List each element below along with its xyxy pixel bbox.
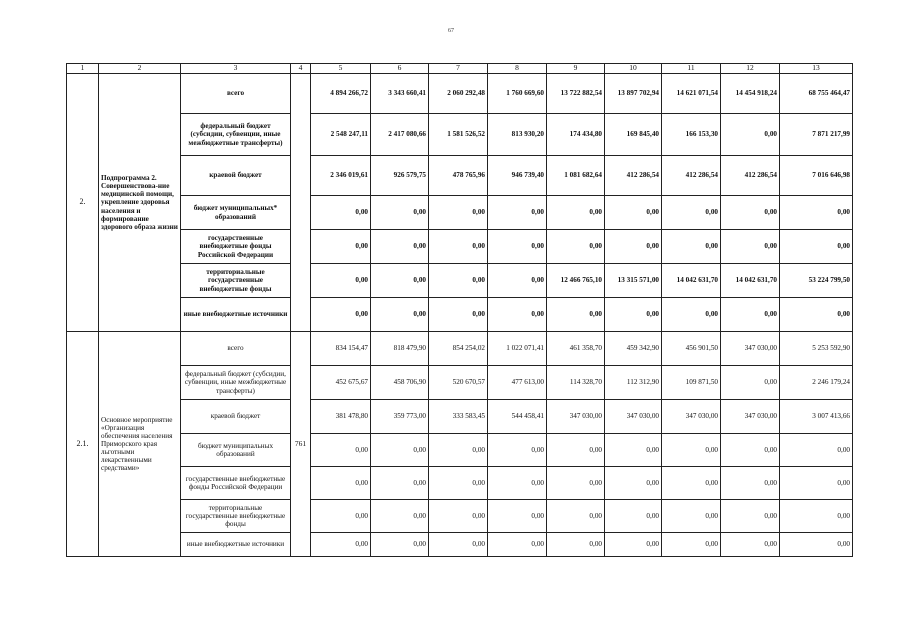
amount-cell: 0,00 xyxy=(662,500,721,533)
funding-source: федеральный бюджет (субсидии, субвенции, иные межбюджетные трансферты) xyxy=(181,366,291,400)
amount-cell: 0,00 xyxy=(780,533,853,557)
amount-cell: 0,00 xyxy=(311,533,371,557)
amount-cell: 13 315 571,00 xyxy=(605,264,662,298)
funding-source: иные внебюджетные источники xyxy=(181,298,291,332)
amount-cell: 0,00 xyxy=(605,500,662,533)
amount-cell: 114 328,70 xyxy=(547,366,605,400)
amount-cell: 412 286,54 xyxy=(721,156,780,196)
header-cell: 2 xyxy=(99,64,181,74)
amount-cell: 0,00 xyxy=(662,298,721,332)
amount-cell: 946 739,40 xyxy=(488,156,547,196)
amount-cell: 13 897 702,94 xyxy=(605,74,662,114)
table-row xyxy=(67,298,853,332)
amount-cell: 456 901,50 xyxy=(662,332,721,366)
header-cell: 7 xyxy=(429,64,488,74)
amount-cell: 7 871 217,99 xyxy=(780,114,853,156)
amount-cell: 0,00 xyxy=(605,196,662,230)
amount-cell: 461 358,70 xyxy=(547,332,605,366)
amount-cell: 0,00 xyxy=(429,500,488,533)
amount-cell: 1 022 071,41 xyxy=(488,332,547,366)
amount-cell: 412 286,54 xyxy=(662,156,721,196)
table-row xyxy=(67,264,853,298)
budget-code: 761 xyxy=(291,332,311,557)
amount-cell: 2 346 019,61 xyxy=(311,156,371,196)
amount-cell: 452 675,67 xyxy=(311,366,371,400)
table-row xyxy=(67,74,853,114)
amount-cell: 347 030,00 xyxy=(605,400,662,434)
amount-cell: 459 342,90 xyxy=(605,332,662,366)
amount-cell: 0,00 xyxy=(488,230,547,264)
header-row xyxy=(67,64,853,74)
amount-cell: 0,00 xyxy=(662,467,721,500)
amount-cell: 5 253 592,90 xyxy=(780,332,853,366)
amount-cell: 0,00 xyxy=(547,467,605,500)
amount-cell: 0,00 xyxy=(311,230,371,264)
amount-cell: 169 845,40 xyxy=(605,114,662,156)
amount-cell: 166 153,30 xyxy=(662,114,721,156)
amount-cell: 14 042 631,70 xyxy=(662,264,721,298)
amount-cell: 0,00 xyxy=(488,467,547,500)
amount-cell: 333 583,45 xyxy=(429,400,488,434)
row-index: 2. xyxy=(67,74,99,332)
amount-cell: 0,00 xyxy=(721,114,780,156)
amount-cell: 109 871,50 xyxy=(662,366,721,400)
amount-cell: 14 454 918,24 xyxy=(721,74,780,114)
amount-cell: 0,00 xyxy=(311,298,371,332)
funding-source: иные внебюджетные источники xyxy=(181,533,291,557)
amount-cell: 0,00 xyxy=(311,500,371,533)
header-cell: 12 xyxy=(721,64,780,74)
table-row xyxy=(67,467,853,500)
amount-cell: 0,00 xyxy=(371,196,429,230)
amount-cell: 1 581 526,52 xyxy=(429,114,488,156)
funding-source: территориальные государственные внебюджетные фонды xyxy=(181,500,291,533)
amount-cell: 359 773,00 xyxy=(371,400,429,434)
amount-cell: 0,00 xyxy=(488,196,547,230)
header-cell: 6 xyxy=(371,64,429,74)
amount-cell: 0,00 xyxy=(721,500,780,533)
amount-cell: 926 579,75 xyxy=(371,156,429,196)
amount-cell: 458 706,90 xyxy=(371,366,429,400)
amount-cell: 347 030,00 xyxy=(547,400,605,434)
amount-cell: 0,00 xyxy=(488,434,547,467)
amount-cell: 347 030,00 xyxy=(662,400,721,434)
amount-cell: 0,00 xyxy=(605,230,662,264)
amount-cell: 0,00 xyxy=(547,533,605,557)
amount-cell: 0,00 xyxy=(371,533,429,557)
amount-cell: 0,00 xyxy=(547,196,605,230)
amount-cell: 0,00 xyxy=(371,467,429,500)
amount-cell: 0,00 xyxy=(780,434,853,467)
amount-cell: 0,00 xyxy=(547,500,605,533)
amount-cell: 0,00 xyxy=(488,533,547,557)
amount-cell: 0,00 xyxy=(780,467,853,500)
header-cell: 13 xyxy=(780,64,853,74)
amount-cell: 0,00 xyxy=(429,196,488,230)
amount-cell: 14 042 631,70 xyxy=(721,264,780,298)
funding-source: территориальные государственные внебюджетные фонды xyxy=(181,264,291,298)
header-cell: 1 xyxy=(67,64,99,74)
funding-source: всего xyxy=(181,74,291,114)
amount-cell: 520 670,57 xyxy=(429,366,488,400)
header-cell: 3 xyxy=(181,64,291,74)
funding-source: краевой бюджет xyxy=(181,400,291,434)
amount-cell: 0,00 xyxy=(605,467,662,500)
funding-source: бюджет муниципальных* образований xyxy=(181,196,291,230)
amount-cell: 2 417 080,66 xyxy=(371,114,429,156)
amount-cell: 834 154,47 xyxy=(311,332,371,366)
amount-cell: 14 621 071,54 xyxy=(662,74,721,114)
table-row xyxy=(67,114,853,156)
row-index: 2.1. xyxy=(67,332,99,557)
amount-cell: 813 930,20 xyxy=(488,114,547,156)
amount-cell: 7 016 646,98 xyxy=(780,156,853,196)
amount-cell: 0,00 xyxy=(662,196,721,230)
amount-cell: 3 343 660,41 xyxy=(371,74,429,114)
amount-cell: 0,00 xyxy=(721,230,780,264)
amount-cell: 0,00 xyxy=(371,500,429,533)
funding-source: краевой бюджет xyxy=(181,156,291,196)
amount-cell: 0,00 xyxy=(371,298,429,332)
amount-cell: 0,00 xyxy=(311,196,371,230)
amount-cell: 0,00 xyxy=(605,298,662,332)
amount-cell: 0,00 xyxy=(547,434,605,467)
funding-source: бюджет муниципальных образований xyxy=(181,434,291,467)
amount-cell: 1 081 682,64 xyxy=(547,156,605,196)
amount-cell: 2 246 179,24 xyxy=(780,366,853,400)
amount-cell: 0,00 xyxy=(429,298,488,332)
amount-cell: 0,00 xyxy=(721,467,780,500)
funding-source: государственные внебюджетные фонды Российской Федерации xyxy=(181,467,291,500)
funding-source: всего xyxy=(181,332,291,366)
amount-cell: 0,00 xyxy=(488,298,547,332)
funding-source: государственные внебюджетные фонды Российской Федерации xyxy=(181,230,291,264)
amount-cell: 0,00 xyxy=(429,264,488,298)
amount-cell: 0,00 xyxy=(780,230,853,264)
amount-cell: 0,00 xyxy=(429,230,488,264)
amount-cell: 0,00 xyxy=(371,264,429,298)
budget-code xyxy=(291,74,311,332)
table-row xyxy=(67,366,853,400)
table-row xyxy=(67,400,853,434)
amount-cell: 0,00 xyxy=(662,230,721,264)
amount-cell: 0,00 xyxy=(721,366,780,400)
amount-cell: 0,00 xyxy=(547,298,605,332)
amount-cell: 1 760 669,60 xyxy=(488,74,547,114)
amount-cell: 477 613,00 xyxy=(488,366,547,400)
header-cell: 8 xyxy=(488,64,547,74)
amount-cell: 0,00 xyxy=(429,533,488,557)
amount-cell: 0,00 xyxy=(311,264,371,298)
amount-cell: 0,00 xyxy=(311,467,371,500)
table-row xyxy=(67,156,853,196)
amount-cell: 381 478,80 xyxy=(311,400,371,434)
program-name: Подпрограмма 2. Совершенствова-ние медицинской помощи, укрепление здоровья населения и формирование здорового образа жизни xyxy=(99,74,181,332)
funding-source: федеральный бюджет (субсидии, субвенции, иные межбюджетные трансферты) xyxy=(181,114,291,156)
amount-cell: 0,00 xyxy=(721,533,780,557)
page-number: 67 xyxy=(448,28,454,34)
amount-cell: 347 030,00 xyxy=(721,332,780,366)
amount-cell: 0,00 xyxy=(721,298,780,332)
amount-cell: 0,00 xyxy=(721,434,780,467)
header-cell: 4 xyxy=(291,64,311,74)
amount-cell: 2 060 292,48 xyxy=(429,74,488,114)
amount-cell: 0,00 xyxy=(371,434,429,467)
amount-cell: 818 479,90 xyxy=(371,332,429,366)
amount-cell: 854 254,02 xyxy=(429,332,488,366)
amount-cell: 68 755 464,47 xyxy=(780,74,853,114)
amount-cell: 0,00 xyxy=(780,196,853,230)
amount-cell: 0,00 xyxy=(605,533,662,557)
header-cell: 10 xyxy=(605,64,662,74)
header-cell: 5 xyxy=(311,64,371,74)
program-name: Основное мероприятие «Организация обеспечения населения Приморского края льготными лекарственными средствами» xyxy=(99,332,181,557)
amount-cell: 13 722 882,54 xyxy=(547,74,605,114)
amount-cell: 0,00 xyxy=(605,434,662,467)
amount-cell: 347 030,00 xyxy=(721,400,780,434)
amount-cell: 12 466 765,10 xyxy=(547,264,605,298)
amount-cell: 2 548 247,11 xyxy=(311,114,371,156)
amount-cell: 4 894 266,72 xyxy=(311,74,371,114)
amount-cell: 174 434,80 xyxy=(547,114,605,156)
table-row xyxy=(67,230,853,264)
amount-cell: 0,00 xyxy=(547,230,605,264)
amount-cell: 112 312,90 xyxy=(605,366,662,400)
amount-cell: 0,00 xyxy=(662,533,721,557)
amount-cell: 0,00 xyxy=(311,434,371,467)
amount-cell: 0,00 xyxy=(371,230,429,264)
amount-cell: 0,00 xyxy=(721,196,780,230)
amount-cell: 0,00 xyxy=(429,467,488,500)
amount-cell: 412 286,54 xyxy=(605,156,662,196)
amount-cell: 478 765,96 xyxy=(429,156,488,196)
table-row xyxy=(67,533,853,557)
header-cell: 11 xyxy=(662,64,721,74)
amount-cell: 3 007 413,66 xyxy=(780,400,853,434)
table-row xyxy=(67,434,853,467)
table-row xyxy=(67,196,853,230)
budget-table xyxy=(66,63,853,557)
amount-cell: 544 458,41 xyxy=(488,400,547,434)
table-row xyxy=(67,332,853,366)
amount-cell: 0,00 xyxy=(488,264,547,298)
amount-cell: 0,00 xyxy=(488,500,547,533)
amount-cell: 0,00 xyxy=(429,434,488,467)
amount-cell: 0,00 xyxy=(780,500,853,533)
header-cell: 9 xyxy=(547,64,605,74)
table-row xyxy=(67,500,853,533)
amount-cell: 0,00 xyxy=(780,298,853,332)
amount-cell: 0,00 xyxy=(662,434,721,467)
amount-cell: 53 224 799,50 xyxy=(780,264,853,298)
